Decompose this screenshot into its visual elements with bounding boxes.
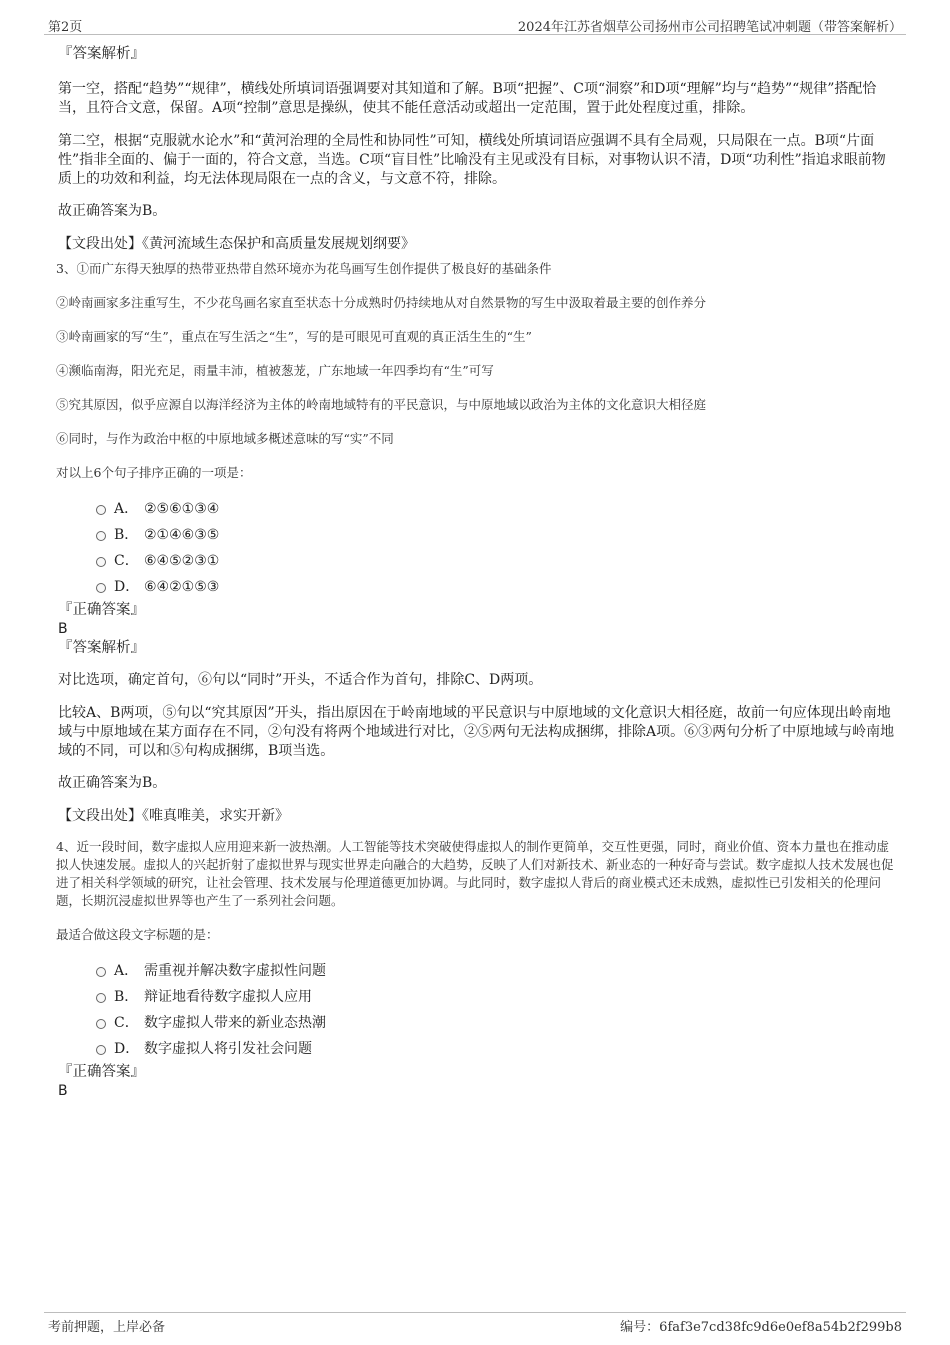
document-title: 2024年江苏省烟草公司扬州市公司招聘笔试冲刺题（带答案解析） — [517, 20, 902, 35]
q2-analysis-label: 『答案解析』 — [58, 46, 145, 62]
q4-option-c[interactable]: C． 数字虚拟人带来的新业态热潮 — [96, 1010, 896, 1036]
radio-icon[interactable] — [96, 557, 106, 567]
q4-stem: 4、近一段时间，数字虚拟人应用迎来新一波热潮。人工智能等技术突破使得虚拟人的制作更简单，交互性更强，同时，商业价值、资本力量也在推动虚拟人快速发展。虚拟人的兴起折射了虚拟世界与现实世界走向融合的大趋势，反映了人们对新技术、新业态的一种好奇与尝试。数字虚拟人技术发展也促进了相关科学领域的研究，让社会管理、技术发展与伦理道德更加协调。与此同时，数字虚拟人背后的商业模式还未成熟，虚拟性已引发相关的伦理问题，长期沉浸虚拟世界等也产生了一系列社会问题。 — [56, 839, 894, 908]
q3-answer: B — [58, 621, 68, 637]
q3-sentence-2: ②岭南画家多注重写生，不少花鸟画名家直至状态十分成熟时仍持续地从对自然景物的写生中汲取着最主要的创作养分 — [56, 295, 707, 310]
q3-sentence-3: ③岭南画家的写“生”，重点在写生活之“生”，写的是可眼见可直观的真正活生生的“生” — [56, 329, 532, 344]
radio-icon[interactable] — [96, 1045, 106, 1055]
q3-options — [96, 496, 896, 600]
radio-icon[interactable] — [96, 531, 106, 541]
q3-analysis-label: 『答案解析』 — [58, 640, 145, 656]
q3-prompt: 对以上6个句子排序正确的一项是： — [56, 465, 252, 480]
page-header — [44, 14, 906, 35]
q2-conclusion: 故正确答案为B。 — [58, 203, 167, 219]
radio-icon[interactable] — [96, 993, 106, 1003]
q3-option-a[interactable]: A． ②⑤⑥①③④ — [96, 496, 896, 522]
q2-source: 【文段出处】《黄河流域生态保护和高质量发展规划纲要》 — [58, 236, 415, 252]
q4-option-b[interactable]: B． 辩证地看待数字虚拟人应用 — [96, 984, 896, 1010]
document-code: 编号：6faf3e7cd38fc9d6e0ef8a54b2f299b8 — [620, 1320, 902, 1335]
q4-option-d[interactable]: D． 数字虚拟人将引发社会问题 — [96, 1036, 896, 1062]
radio-icon[interactable] — [96, 505, 106, 515]
page-footer — [44, 1312, 906, 1337]
q2-analysis-p1: 第一空，搭配“趋势”“规律”，横线处所填词语强调要对其知道和了解。B项“把握”、C项“洞察”和D项“理解”均与“趋势”“规律”搭配恰当，且符合文意，保留。A项“控制”意思是操纵，使其不能任意活动或超出一定范围，置于此处程度过重，排除。 — [58, 81, 877, 116]
footer-slogan: 考前押题，上岸必备 — [48, 1320, 166, 1335]
q3-sentence-5: ⑤究其原因，似乎应源自以海洋经济为主体的岭南地域特有的平民意识，与中原地域以政治为主体的文化意识大相径庭 — [56, 397, 707, 412]
q4-answer-label: 『正确答案』 — [58, 1064, 145, 1080]
q3-option-c[interactable]: C． ⑥④⑤②③① — [96, 548, 896, 574]
q3-analysis-p2: 比较A、B两项，⑤句以“究其原因”开头，指出原因在于岭南地域的平民意识与中原地域的文化意识大相径庭，故前一句应体现出岭南地域与中原地域在某方面存在不同，②句没有将两个地域进行对比，②⑤两句无法构成捆绑，排除A项。⑥③两句分析了中原地域与岭南地域的不同，可以和⑤句构成捆绑，B项当选。 — [58, 705, 895, 759]
q3-option-d[interactable]: D． ⑥④②①⑤③ — [96, 574, 896, 600]
q3-source: 【文段出处】《唯真唯美，求实开新》 — [58, 808, 289, 824]
page-content — [56, 44, 896, 1100]
q4-prompt: 最适合做这段文字标题的是： — [56, 927, 219, 942]
q3-sentence-6: ⑥同时，与作为政治中枢的中原地域多概述意味的写“实”不同 — [56, 431, 394, 446]
q4-answer: B — [58, 1083, 68, 1099]
q3-sentence-1: 3、①而广东得天独厚的热带亚热带自然环境亦为花鸟画写生创作提供了极良好的基础条件 — [56, 261, 552, 276]
q3-answer-label: 『正确答案』 — [58, 602, 145, 618]
q4-options — [96, 958, 896, 1062]
q3-sentence-4: ④濒临南海，阳光充足，雨量丰沛，植被葱茏，广东地域一年四季均有“生”可写 — [56, 363, 494, 378]
q3-analysis-p1: 对比选项，确定首句，⑥句以“同时”开头，不适合作为首句，排除C、D两项。 — [58, 672, 543, 688]
radio-icon[interactable] — [96, 967, 106, 977]
radio-icon[interactable] — [96, 1019, 106, 1029]
q3-conclusion: 故正确答案为B。 — [58, 775, 167, 791]
radio-icon[interactable] — [96, 583, 106, 593]
q4-option-a[interactable]: A． 需重视并解决数字虚拟性问题 — [96, 958, 896, 984]
q2-analysis-p2: 第二空，根据“克服就水论水”和“黄河治理的全局性和协同性”可知，横线处所填词语应强调不具有全局观，只局限在一点。B项“片面性”指非全面的、偏于一面的，符合文意，当选。C项“盲目性”比喻没有主见或没有目标，对事物认识不清，D项“功利性”指追求眼前物质上的功效和利益，均无法体现局限在一点的含义，与文意不符，排除。 — [58, 133, 886, 187]
q3-option-b[interactable]: B． ②①④⑥③⑤ — [96, 522, 896, 548]
page-number: 第2页 — [48, 20, 83, 35]
